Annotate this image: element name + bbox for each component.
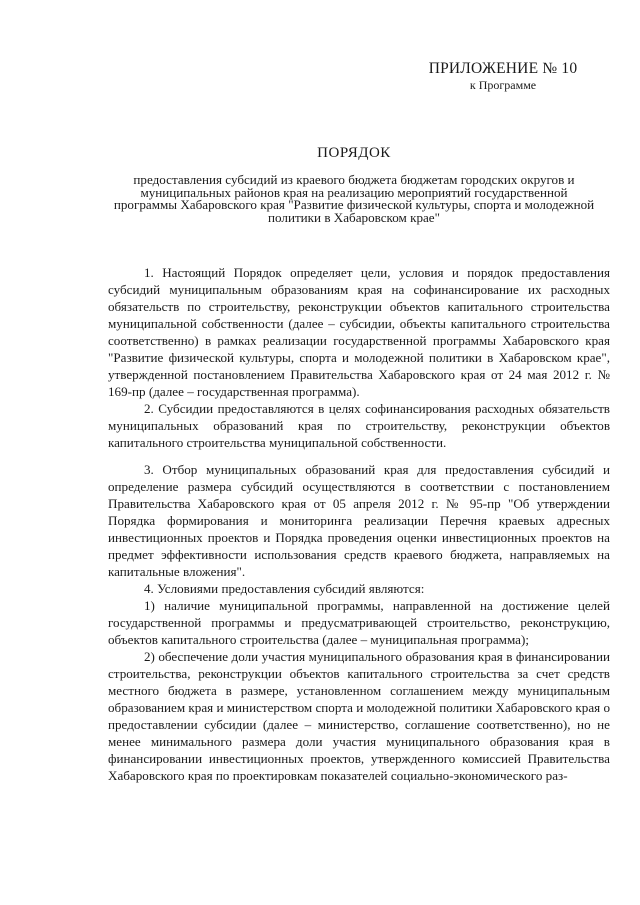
annex-header: [423, 60, 583, 92]
paragraph-4: 4. Условиями предоставления субсидий являются:: [144, 581, 425, 596]
annex-number: ПРИЛОЖЕНИЕ № 10: [428, 60, 578, 77]
paragraph-1: 1. Настоящий Порядок определяет цели, условия и порядок предоставления субсидий муниципальным образованиям края на софинансирование их расходных обязательств по строительству, реконструкции объектов капитального строительства муниципальной собственности (далее – субсидии, объекты капитального строительства соответственно) в рамках реализации государственной программы Хабаровского края "Развитие физической культуры, спорта и молодежной политики в Хабаровском крае", утвержденной постановлением Правительства Хабаровского края от 24 мая 2012 г. № 169-пр (далее – государственная программа).: [108, 265, 610, 399]
paragraph-4-item-1: 1) наличие муниципальной программы, направленной на достижение целей государственной программы и предусматривающей строительство, реконструкцию, объектов капитального строительства (далее – муниципальная программа);: [108, 598, 610, 647]
paragraph-4-item-2: 2) обеспечение доли участия муниципального образования края в финансировании строительства, реконструкции объектов капитального строительства за счет средств местного бюджета в размере, установленном соглашением между муниципальным образованием края и министерством спорта и молодежной политики Хабаровского края о предоставлении субсидии (далее – министерство, соглашение соответственно), но не менее минимального размера доли участия муниципального образования края в финансировании инвестиционных проектов, утвержденного комиссией Правительства Хабаровского края по проектировкам показателей социально-экономического раз-: [108, 649, 610, 783]
document-title: ПОРЯДОК: [317, 145, 391, 161]
paragraph-2: 2. Субсидии предоставляются в целях софинансирования расходных обязательств муниципальных образований края по строительству, реконструкции объектов капитального строительства муниципальной собственности.: [108, 401, 610, 450]
document-body: [108, 264, 610, 784]
title-block: [108, 144, 600, 224]
document-subtitle: предоставления субсидий из краевого бюджета бюджетам городских округов и муниципальных районов края на реализацию мероприятий государственной программы Хабаровского края "Развитие физической культуры, спорта и молодежной политики в Хабаровском крае": [113, 172, 595, 225]
annex-reference: к Программе: [469, 78, 537, 92]
paragraph-3: 3. Отбор муниципальных образований края для предоставления субсидий и определение размера субсидий осуществляются в соответствии с постановлением Правительства Хабаровского края от 05 апреля 2012 г. № 95-пр "Об утверждении Порядка формирования и мониторинга реализации Перечня краевых адресных инвестиционных проектов и Порядка проведения оценки инвестиционных проектов на предмет эффективности использования средств краевого бюджета, направляемых на капитальные вложения".: [108, 462, 610, 579]
